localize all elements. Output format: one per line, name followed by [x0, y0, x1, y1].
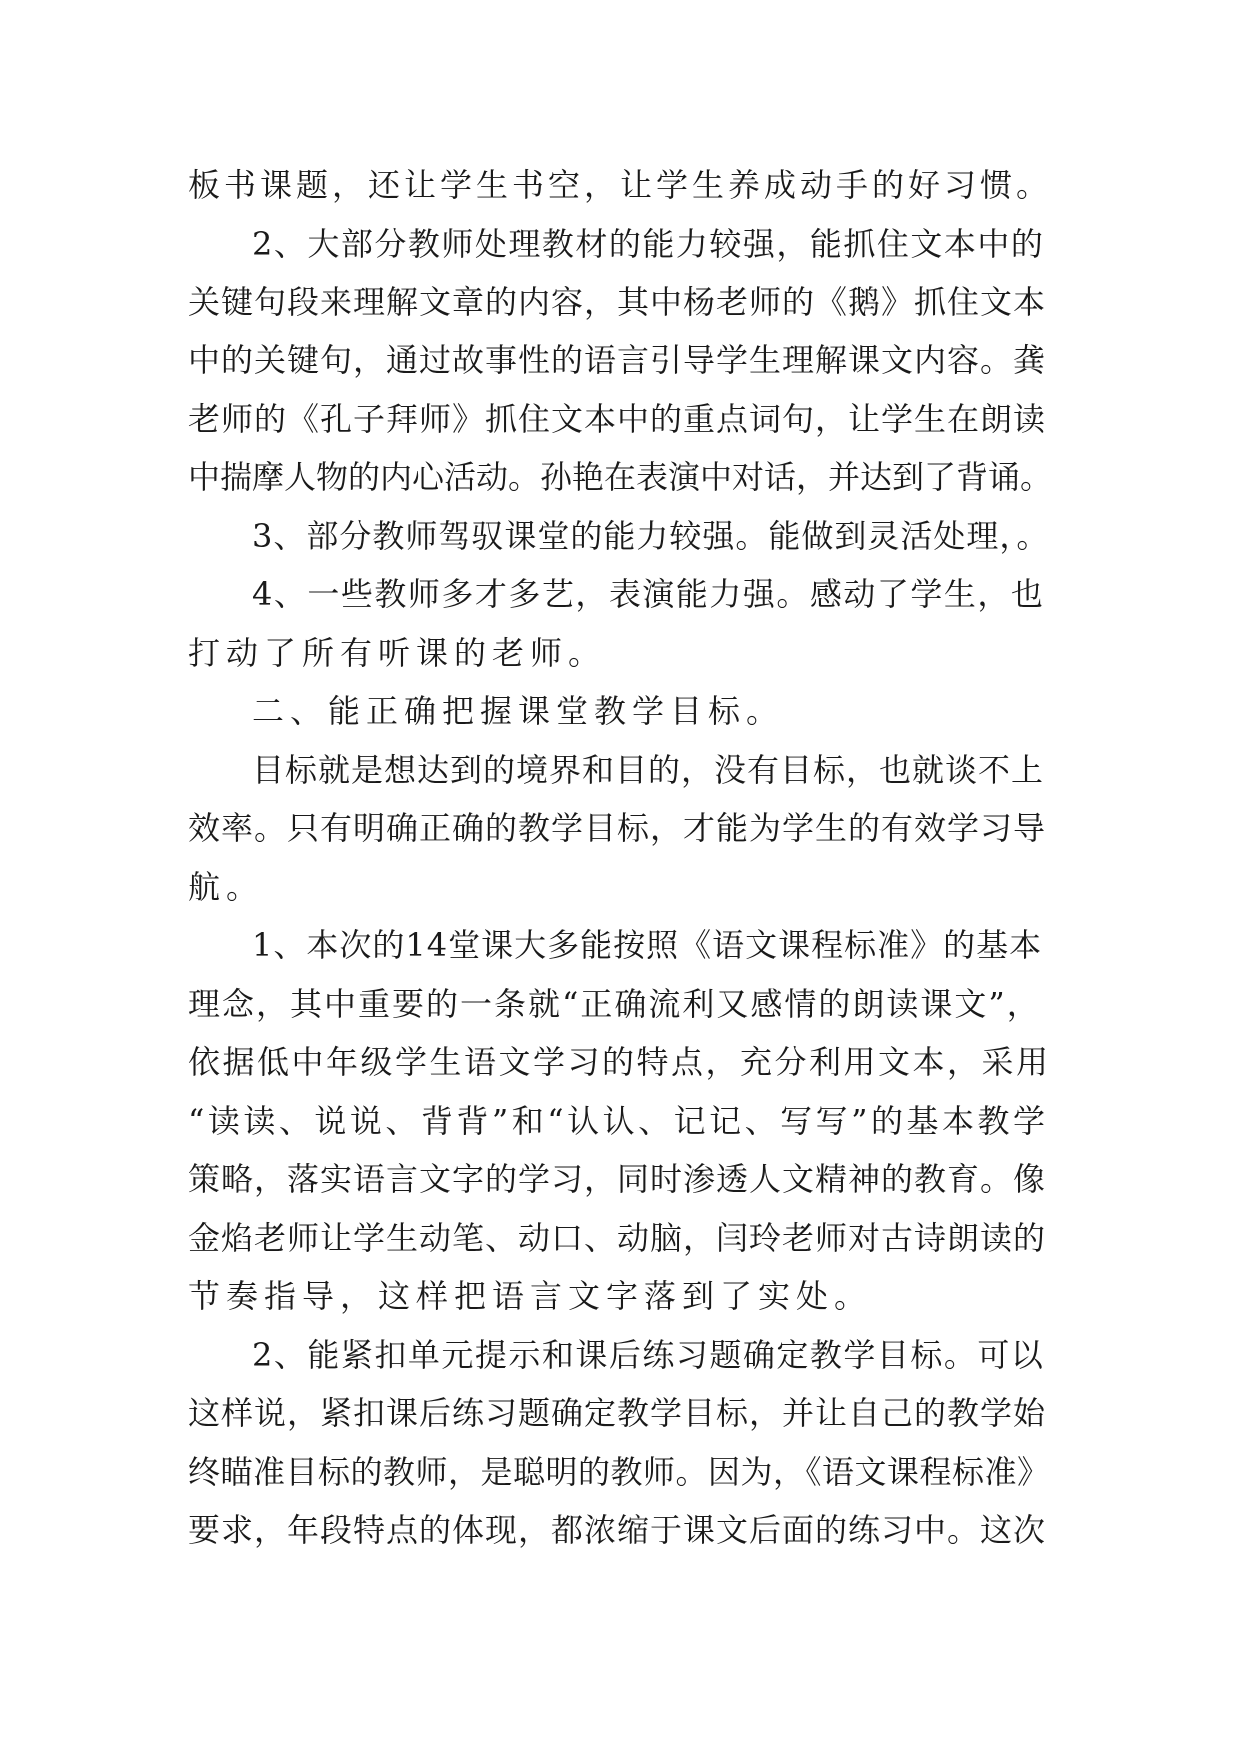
text-line-15: 理念，其中重要的一条就“正确流利又感情的朗读课文”，	[188, 985, 1041, 1023]
text-line-9: 打动了所有听课的老师。	[188, 634, 607, 672]
text-line-8: 4、一些教师多才多艺，表演能力强。感动了学生，也	[252, 575, 1045, 613]
text-line-19: 金焰老师让学生动笔、动口、动脑，闫玲老师对古诗朗读的	[188, 1219, 1047, 1257]
text-line-23: 终瞄准目标的教师，是聪明的教师。因为，《语文课程标准》	[188, 1453, 1050, 1491]
text-line-1: 板书课题，还让学生书空，让学生养成动手的好习惯。	[188, 166, 1053, 204]
text-line-11: 目标就是想达到的境界和目的，没有目标，也就谈不上	[252, 751, 1045, 789]
text-line-21: 2、能紧扣单元提示和课后练习题确定教学目标。可以	[252, 1336, 1045, 1374]
text-line-16: 依据低中年级学生语文学习的特点，充分利用文本，采用	[188, 1043, 1051, 1081]
text-line-12: 效率。只有明确正确的教学目标，才能为学生的有效学习导	[188, 809, 1047, 847]
section-heading: 二、能正确把握课堂教学目标。	[252, 692, 785, 730]
text-line-3: 关键句段来理解文章的内容，其中杨老师的《鹅》抓住文本	[188, 283, 1047, 321]
text-line-2: 2、大部分教师处理教材的能力较强，能抓住文本中的	[252, 225, 1045, 263]
text-line-14: 1、本次的14堂课大多能按照《语文课程标准》的基本	[252, 926, 1043, 964]
text-line-18: 策略，落实语言文字的学习，同时渗透人文精神的教育。像	[188, 1160, 1047, 1198]
text-line-13: 航。	[188, 868, 265, 906]
text-line-22: 这样说，紧扣课后练习题确定教学目标，并让自己的教学始	[188, 1394, 1047, 1432]
text-line-5: 老师的《孔子拜师》抓住文本中的重点词句，让学生在朗读	[188, 400, 1047, 438]
text-line-7: 3、部分教师驾驭课堂的能力较强。能做到灵活处理，。	[252, 517, 1050, 555]
text-line-20: 节奏指导，这样把语言文字落到了实处。	[188, 1277, 873, 1315]
text-line-4: 中的关键句，通过故事性的语言引导学生理解课文内容。龚	[188, 341, 1047, 379]
text-line-17: “读读、说说、背背”和“认认、记记、写写”的基本教学	[188, 1102, 1049, 1140]
text-line-6: 中揣摩人物的内心活动。孙艳在表演中对话，并达到了背诵。	[188, 458, 1053, 496]
text-line-24: 要求，年段特点的体现，都浓缩于课文后面的练习中。这次	[188, 1511, 1047, 1549]
